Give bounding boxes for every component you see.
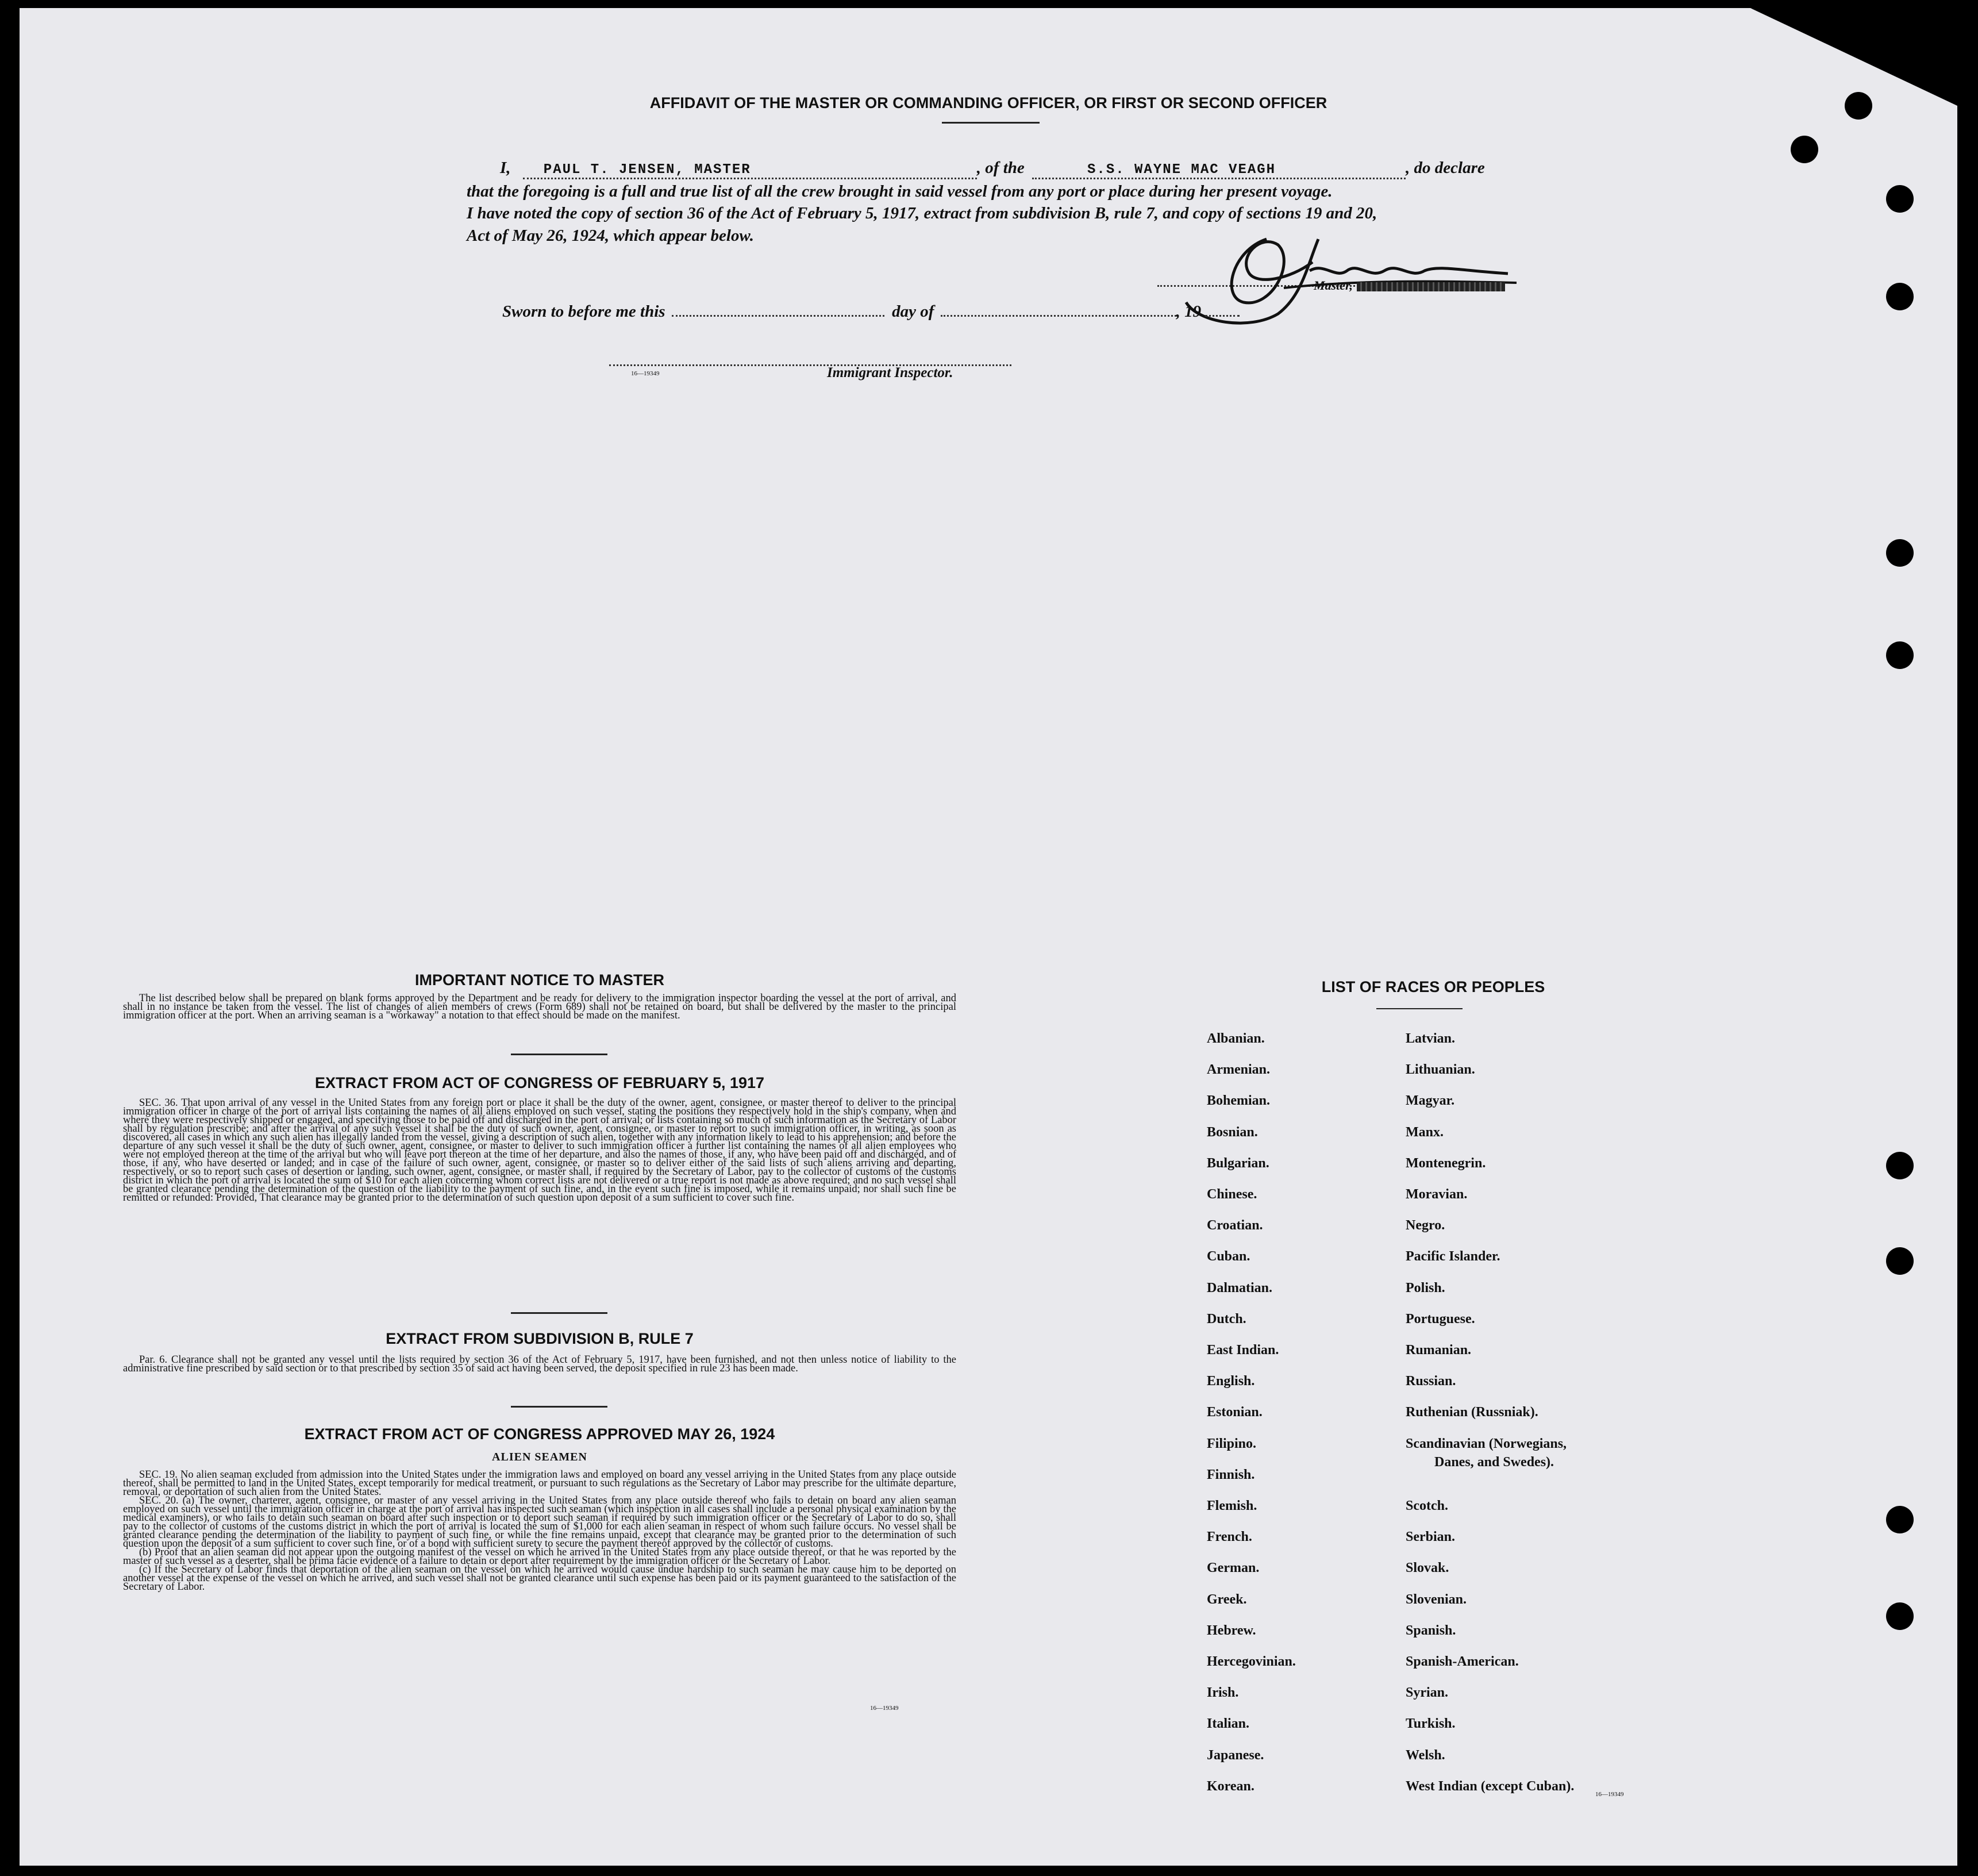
- race-item: Italian.: [1207, 1716, 1250, 1732]
- race-item: Cuban.: [1207, 1249, 1250, 1264]
- binder-hole: [1886, 283, 1914, 310]
- race-item: Filipino.: [1207, 1436, 1257, 1451]
- i-label: I,: [500, 159, 511, 177]
- divider-1: [511, 1054, 607, 1055]
- do-declare-label: , do declare: [1406, 159, 1485, 177]
- race-item: Latvian.: [1406, 1031, 1456, 1046]
- race-item: Bosnian.: [1207, 1124, 1258, 1140]
- race-item: Ruthenian (Russniak).: [1406, 1405, 1538, 1420]
- binder-hole: [1886, 539, 1914, 567]
- sec-36-paragraph: SEC. 36. That upon arrival of any vessel in the United States from any foreign port or place it shall be the duty of the owner, agent, consignee, or master thereof to deliver to the principal immigration officer in charge of the port of arrival lists containing the names of all aliens employed on such vessel, stating the positions they respectively hold in the ship's company, when and where they were respectively shipped or engaged, and specifying those to be paid off and discharged in the port of arrival; or lists containing so much of such information as the Secretary of Labor shall by regulation prescribe; and after the arrival of any such vessel it shall be the duty of such owner, agent, consignee, or master to report to such immigration officer, in writing, as soon as discovered, all cases in which any such alien has illegally landed from the vessel, giving a description of such alien, together with any information likely to lead to his apprehension; and before the departure of any such vessel it shall be the duty of such owner, agent, consignee, or master to deliver to such immigration officer a further list containing the names of all alien employees who were not employed thereon at the time of the arrival but who will leave port thereon at the time of her departure, and also the names of those, if any, who have been paid off and discharged, and of those, if any, who have deserted or landed; and in case of the failure of such owner, agent, consignee, or master so to deliver either of the said lists of such aliens arriving and departing, respectively, or so to report such cases of desertion or landing, such owner, agent, consignee, or master shall, if required by the Secretary of Labor, pay to the collector of customs of the customs district in which the port of arrival is located the sum of $10 for each alien concerning whom correct lists are not delivered or a true report is not made as above required; and no such vessel shall be granted clearance pending the determination of the question of the liability to the payment of such fine, and, in the event such fine is imposed, while it remains unpaid; nor shall such fine be remitted or refunded: Provided, That clearance may be granted prior to the determination of such question upon deposit of a sum sufficient to cover such fine.: [123, 1097, 956, 1204]
- race-item: Pacific Islander.: [1406, 1249, 1500, 1264]
- inspector-signature-line: [609, 353, 1011, 366]
- race-item: Magyar.: [1406, 1093, 1455, 1109]
- sworn-label: Sworn to before me this: [502, 302, 665, 321]
- affidavit-form-number: 16—19349: [631, 370, 660, 377]
- race-item: Finnish.: [1207, 1467, 1255, 1482]
- sworn-year-field: [1205, 302, 1240, 317]
- race-item: Bohemian.: [1207, 1093, 1271, 1109]
- race-item: Portuguese.: [1406, 1311, 1475, 1327]
- races-title: LIST OF RACES OR PEOPLES: [1321, 978, 1545, 995]
- notice-paragraph: The list described below shall be prepared on blank forms approved by the Department and be ready for delivery to the immigration inspector boarding the vessel at the port of arrival, and shall in no instance be taken from the vessel. The list of changes of alien members of crews (Form 689) shall not be retained on board, but shall be delivered by the master to the principal immigration officer at the port. When an arriving seaman is a "workaway" a notation to that effect should be made on the manifest.: [123, 993, 956, 1021]
- race-item: Polish.: [1406, 1280, 1445, 1295]
- race-item: Bulgarian.: [1207, 1155, 1269, 1171]
- race-item: English.: [1207, 1374, 1255, 1389]
- race-item: German.: [1207, 1560, 1260, 1576]
- race-item: Chinese.: [1207, 1187, 1257, 1202]
- race-item: Hebrew.: [1207, 1623, 1256, 1638]
- sworn-line: [502, 302, 1240, 321]
- title-divider: [942, 122, 1040, 124]
- extract-form-number: 16—19349: [870, 1705, 899, 1712]
- affidavit-line3: I have noted the copy of section 36 of the Act of February 5, 1917, extract from subdivision B, rule 7, and copy of sections 19 and 20,: [467, 204, 1377, 222]
- race-item: Lithuanian.: [1406, 1062, 1475, 1078]
- binder-hole: [1886, 1506, 1914, 1533]
- race-item: Dalmatian.: [1207, 1280, 1272, 1295]
- race-item: Serbian.: [1406, 1529, 1456, 1545]
- master-name: PAUL T. JENSEN, MASTER: [543, 162, 751, 178]
- race-item: Rumanian.: [1406, 1343, 1472, 1358]
- race-item: East Indian.: [1207, 1343, 1279, 1358]
- race-item: Spanish-American.: [1406, 1654, 1519, 1669]
- race-item: Russian.: [1406, 1374, 1456, 1389]
- race-item: Dutch.: [1207, 1311, 1246, 1327]
- race-item: Japanese.: [1207, 1747, 1264, 1763]
- race-item: Flemish.: [1207, 1498, 1257, 1513]
- race-item: Manx.: [1406, 1124, 1444, 1140]
- inspector-label: Immigrant Inspector.: [827, 365, 953, 380]
- race-item: Estonian.: [1207, 1405, 1263, 1420]
- race-item: Armenian.: [1207, 1062, 1270, 1078]
- affidavit-title: AFFIDAVIT OF THE MASTER OR COMMANDING OFFICER, OR FIRST OR SECOND OFFICER: [649, 94, 1327, 112]
- vessel-name-field: [1032, 159, 1406, 179]
- race-item: Greek.: [1207, 1591, 1247, 1607]
- of-the-label: , of the: [976, 159, 1025, 177]
- sec-20b-paragraph: (b) Proof that an alien seaman did not appear upon the outgoing manifest of the vessel on which he arrived in the United States from any place outside thereof, or that he was reported by the master of such vessel as a deserter, shall be prima facie evidence of a failure to detain or deport after requirement by the immigration officer or the Secretary of Labor.: [123, 1547, 956, 1567]
- extract-1917-text: [123, 1099, 956, 1202]
- sec-20c-paragraph: (c) If the Secretary of Labor finds that deportation of the alien seaman on the vessel on which he arrived would cause undue hardship to such seaman he may cause him to be deported on another vessel at the expense of the vessel on which he arrived, and such vessel shall not be granted clearance until such expense has been paid or its payment guaranteed to the satisfaction of the Secretary of Labor.: [123, 1564, 956, 1593]
- sworn-month-field: [941, 302, 1176, 317]
- day-of-label: day of: [892, 302, 934, 321]
- race-item: Slovenian.: [1406, 1591, 1467, 1607]
- race-item: West Indian (except Cuban).: [1406, 1778, 1575, 1794]
- race-item: Negro.: [1406, 1218, 1445, 1233]
- year-label: , 19: [1176, 302, 1202, 321]
- race-item: Irish.: [1207, 1685, 1239, 1701]
- notice-text: [123, 994, 956, 1020]
- binder-hole: [1791, 136, 1818, 163]
- binder-hole: [1886, 1152, 1914, 1179]
- race-item: Scotch.: [1406, 1498, 1448, 1513]
- extract-1917-title: EXTRACT FROM ACT OF CONGRESS OF FEBRUARY 5, 1917: [314, 1074, 765, 1091]
- rule7-text: [123, 1356, 956, 1373]
- affidavit-line2: that the foregoing is a full and true list of all the crew brought in said vessel from any port or place during her present voyage.: [467, 182, 1333, 201]
- divider-3: [511, 1406, 607, 1408]
- extract-1924-title: EXTRACT FROM ACT OF CONGRESS APPROVED MAY 26, 1924: [304, 1425, 775, 1443]
- binder-hole: [1886, 641, 1914, 669]
- divider-2: [511, 1312, 607, 1314]
- race-item: Scandinavian (Norwegians,: [1406, 1436, 1567, 1451]
- document-page: [20, 8, 1957, 1866]
- race-item: Albanian.: [1207, 1031, 1265, 1046]
- races-divider: [1376, 1008, 1463, 1009]
- race-item: Croatian.: [1207, 1218, 1263, 1233]
- race-item: Moravian.: [1406, 1187, 1468, 1202]
- sworn-day-field: [672, 302, 884, 317]
- race-item: Danes, and Swedes).: [1434, 1455, 1554, 1470]
- master-title-label: Master,: [1314, 278, 1353, 293]
- binder-hole: [1886, 1602, 1914, 1630]
- binder-hole: [1886, 185, 1914, 213]
- par-6-paragraph: Par. 6. Clearance shall not be granted any vessel until the lists required by section 36 of the Act of February 5, 1917, have been furnished, and not then unless notice of liability to the administrative fine prescribed by said section or to that prescribed by section 35 of said act having been served, the deposit specified in rule 23 has been made.: [123, 1354, 956, 1374]
- race-item: Turkish.: [1406, 1716, 1456, 1732]
- race-item: Syrian.: [1406, 1685, 1449, 1701]
- torn-corner: [1750, 8, 1957, 106]
- rule7-title: EXTRACT FROM SUBDIVISION B, RULE 7: [386, 1330, 694, 1347]
- sec-19-paragraph: SEC. 19. No alien seaman excluded from admission into the United States under the immigration laws and employed on board any vessel arriving in the United States from any place outside thereof, shall be permitted to land in the United States, except temporarily for medical treatment, or pursuant to such regulations as the Secretary of Labor may prescribe for the ultimate departure, removal, or deportation of such alien from the United States.: [123, 1469, 956, 1498]
- master-name-field: [523, 159, 977, 179]
- binder-hole: [1886, 1247, 1914, 1275]
- vessel-name: S.S. WAYNE MAC VEAGH: [1087, 162, 1276, 178]
- race-item: Welsh.: [1406, 1747, 1445, 1763]
- notice-title: IMPORTANT NOTICE TO MASTER: [415, 971, 664, 989]
- sec-20a-paragraph: SEC. 20. (a) The owner, charterer, agent, consignee, or master of any vessel arriving in the United States from any place outside thereof who fails to detain on board any alien seaman employed on such vessel until the immigration officer in charge at the port of arrival has inspected such seaman (which inspection in all cases shall include a personal physical examination by the medical examiners), or who fails to detain such seaman on board after such inspection or to deport such seaman if required by such immigration officer or the Secretary of Labor to do so, shall pay to the collector of customs of the customs district in which the port of arrival is located the sum of $1,000 for each alien seaman in respect of whom such failure occurs. No vessel shall be granted clearance pending the determination of the liability to payment of such fine, or while the fine remains unpaid, except that clearance may be granted prior to the determination of such question upon the deposit of a sum sufficient to cover such fine, or of a bond with sufficient surety to secure the payment thereof approved by the collector of customs.: [123, 1495, 956, 1550]
- affidavit-line4: Act of May 26, 1924, which appear below.: [467, 226, 754, 245]
- struck-out-titles: [1357, 282, 1505, 291]
- master-label: [1314, 278, 1505, 293]
- affidavit-line1: [500, 159, 1485, 179]
- race-item: Slovak.: [1406, 1560, 1449, 1576]
- extract-1924-text: [123, 1471, 956, 1591]
- races-form-number: 16—19349: [1595, 1791, 1624, 1798]
- race-item: Hercegovinian.: [1207, 1654, 1296, 1669]
- race-item: Spanish.: [1406, 1623, 1456, 1638]
- race-item: Montenegrin.: [1406, 1155, 1486, 1171]
- alien-seamen-subtitle: ALIEN SEAMEN: [492, 1451, 587, 1463]
- race-item: Korean.: [1207, 1778, 1254, 1794]
- race-item: French.: [1207, 1529, 1252, 1545]
